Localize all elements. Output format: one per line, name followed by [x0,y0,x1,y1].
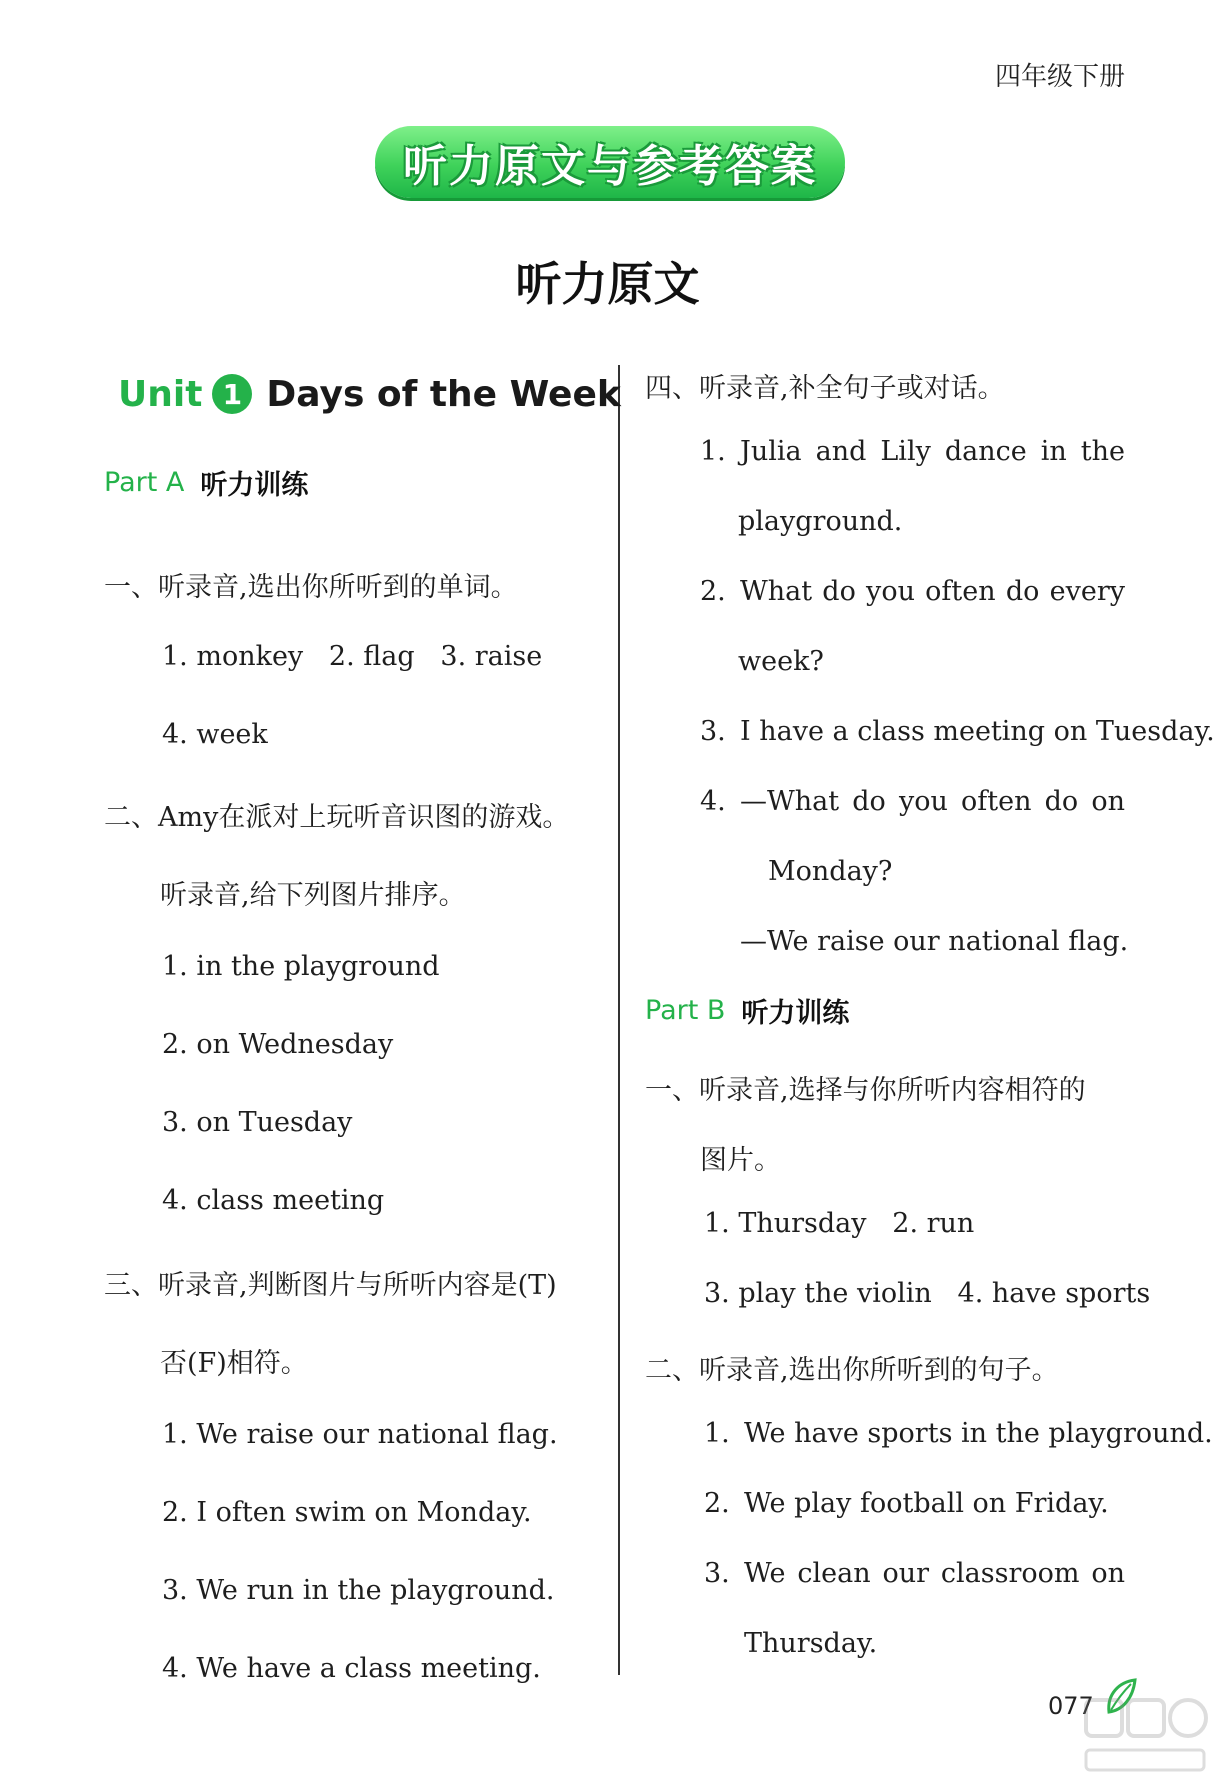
b2-item-number: 3. [704,1558,730,1589]
watermark-logo-icon [1080,1690,1210,1780]
b2-item-cont: Thursday. [744,1628,878,1659]
part-a-title: 听力训练 [200,469,309,501]
b1-answer-line: 1. Thursday 2. run [704,1208,975,1239]
page-title: 听力原文 [515,257,700,311]
q4-item: —What do you often do on [740,786,1125,817]
part-b-heading [645,990,849,1030]
q4-item: Julia and Lily dance in the [740,436,1125,467]
q2-prompt-cont: 听录音,给下列图片排序。 [160,880,466,911]
q3-item: 3. We run in the playground. [162,1575,555,1606]
q3-item: 2. I often swim on Monday. [162,1497,532,1528]
q4-item-number: 3. [700,716,726,747]
b1-prompt-cont: 图片。 [700,1145,781,1176]
q4-item-reply: —We raise our national flag. [740,926,1129,957]
section-banner [375,126,845,198]
column-divider [618,365,620,1675]
q3-item: 1. We raise our national flag. [162,1419,558,1450]
b1-answer-line: 3. play the violin 4. have sports [704,1278,1151,1309]
b2-item: We play football on Friday. [744,1488,1109,1519]
q3-item: 4. We have a class meeting. [162,1653,541,1684]
q4-item-number: 1. [700,436,726,467]
q2-prompt: 二、Amy在派对上玩听音识图的游戏。 [104,802,570,833]
unit-title: Days of the Week [266,373,621,415]
page-number: 077 [1048,1692,1094,1720]
q4-item-cont: playground. [738,506,903,537]
b1-prompt: 一、听录音,选择与你所听内容相符的 [645,1075,1086,1106]
unit-number-badge: 1 [212,374,252,414]
b2-item-number: 1. [704,1418,730,1449]
q2-item: 2. on Wednesday [162,1029,394,1060]
banner-text: 听力原文与参考答案 [403,141,817,192]
b2-item-number: 2. [704,1488,730,1519]
q2-item: 3. on Tuesday [162,1107,353,1138]
part-a-label: Part A [104,466,185,498]
b2-prompt: 二、听录音,选出你所听到的句子。 [645,1355,1059,1386]
part-b-label: Part B [645,994,726,1026]
b2-item: We clean our classroom on [744,1558,1125,1589]
part-b-title: 听力训练 [741,997,850,1029]
q4-item: What do you often do every [740,576,1125,607]
b2-item: We have sports in the playground. [744,1418,1213,1449]
q2-item: 4. class meeting [162,1185,385,1216]
q2-item: 1. in the playground [162,951,440,982]
q3-prompt-cont: 否(F)相符。 [160,1348,308,1379]
q4-item-number: 2. [700,576,726,607]
q1-prompt: 一、听录音,选出你所听到的单词。 [104,572,518,603]
q4-item-cont: Monday? [768,856,893,887]
q4-item: I have a class meeting on Tuesday. [740,716,1215,747]
part-a-heading [104,462,308,502]
q4-prompt: 四、听录音,补全句子或对话。 [645,373,1005,404]
q1-answer-line: 1. monkey 2. flag 3. raise [162,641,543,672]
unit-heading [118,368,621,420]
q3-prompt: 三、听录音,判断图片与所听内容是(T) [104,1270,557,1301]
grade-label: 四年级下册 [994,62,1125,92]
q1-answer-line: 4. week [162,719,268,750]
q4-item-cont: week? [738,646,824,677]
unit-word: Unit [118,373,203,415]
q4-item-number: 4. [700,786,726,817]
